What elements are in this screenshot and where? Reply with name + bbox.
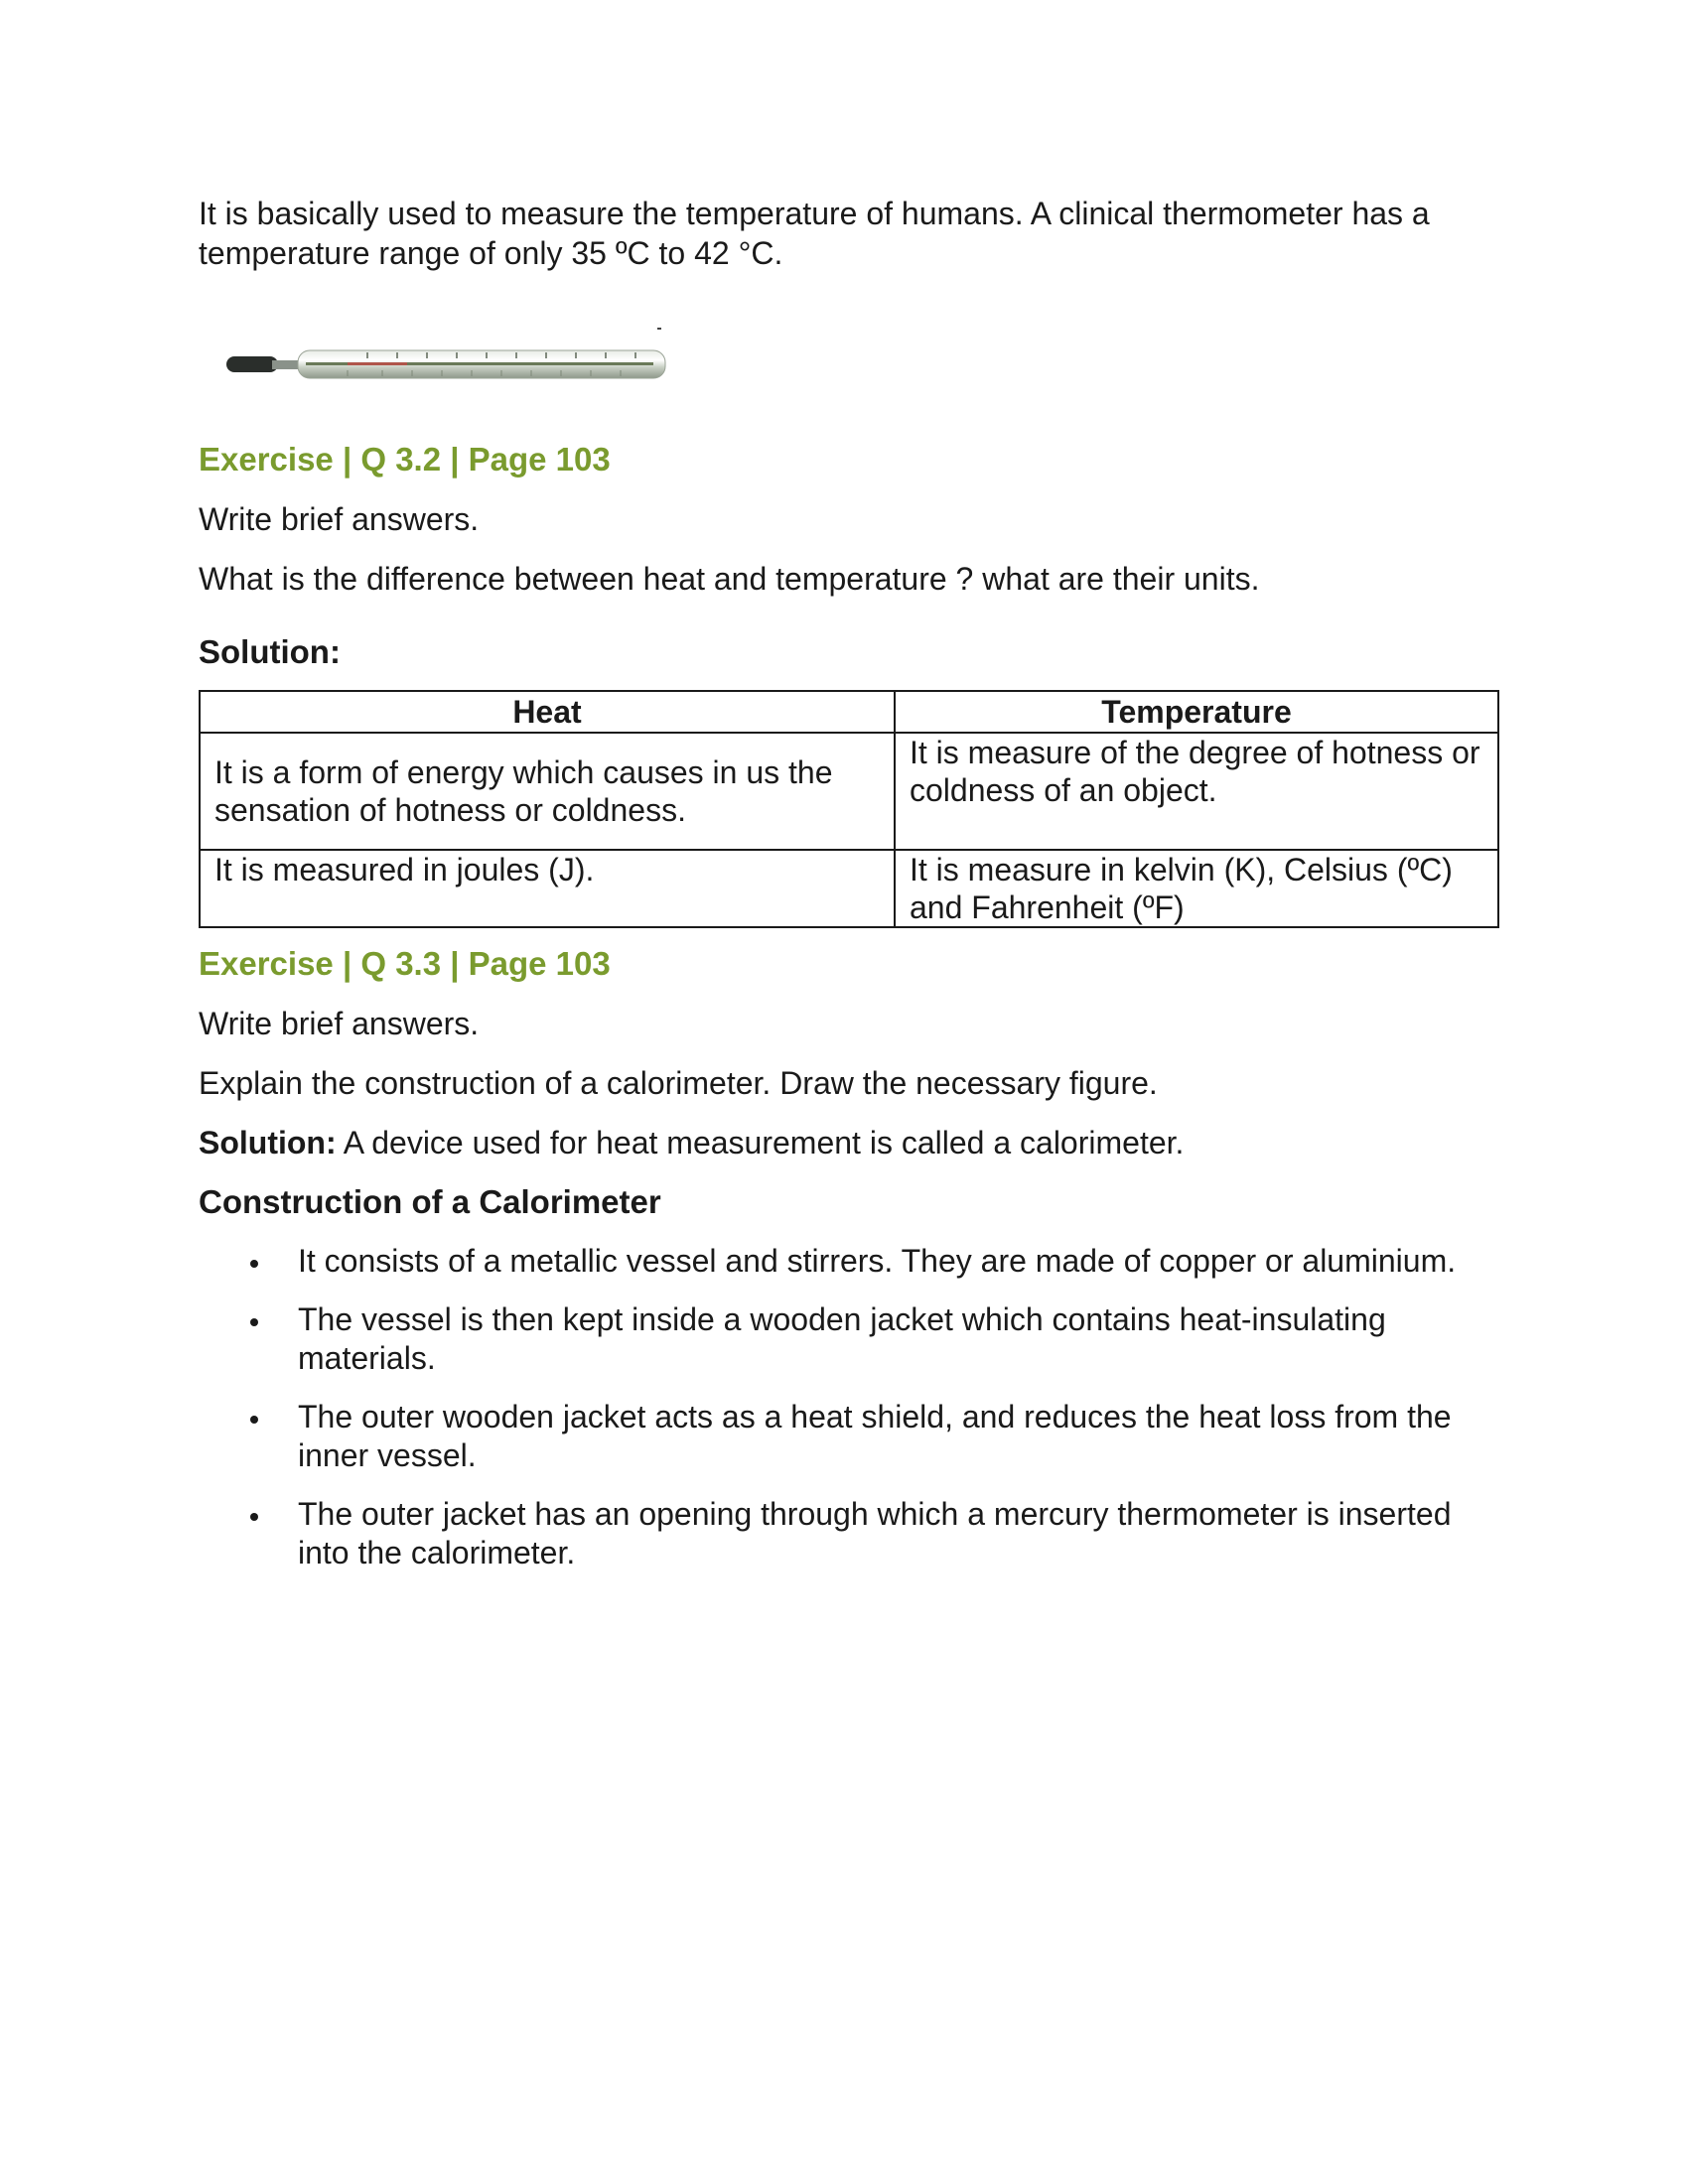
list-item [199,1242,1499,1281]
table-cell: It is measured in joules (J). [200,850,895,927]
solution-paragraph [199,1123,1499,1162]
prompt-text: Write brief answers. [199,1006,480,1041]
table-row [200,850,1498,927]
intro-paragraph: It is basically used to measure the temperature of humans. A clinical thermometer has a temperature range of only 35 ºC to 42 °C. [199,196,1430,271]
exercise-heading-q3-2: Exercise | Q 3.2 | Page 103 [199,441,611,478]
list-item-text: The outer jacket has an opening through which a mercury thermometer is inserted into the calorimeter. [298,1496,1452,1570]
exercise-heading-q3-3: Exercise | Q 3.3 | Page 103 [199,945,611,982]
question-text: What is the difference between heat and temperature ? what are their units. [199,561,1260,597]
prompt-text: Write brief answers. [199,501,480,537]
construction-heading: Construction of a Calorimeter [199,1183,661,1220]
list-item-text: It consists of a metallic vessel and stirrers. They are made of copper or aluminium. [298,1243,1457,1279]
bullet-icon [250,1513,258,1521]
document-page [199,194,1499,1592]
table-header-heat: Heat [200,691,895,733]
solution-label: Solution: [199,633,341,670]
bullet-icon [250,1416,258,1424]
solution-text: A device used for heat measurement is called a calorimeter. [336,1125,1185,1160]
table-cell: It is measure in kelvin (K), Celsius (ºC) and Fahrenheit (ºF) [895,850,1498,927]
list-item [199,1398,1499,1475]
bullet-icon [250,1260,258,1268]
clinical-thermometer-icon [199,323,675,402]
construction-list [199,1242,1499,1572]
question-text: Explain the construction of a calorimeter. Draw the necessary figure. [199,1065,1158,1101]
list-item [199,1300,1499,1378]
list-item-text: The vessel is then kept inside a wooden jacket which contains heat-insulating materials. [298,1301,1386,1376]
bullet-icon [250,1318,258,1326]
table-header-temperature: Temperature [895,691,1498,733]
thermometer-illustration [199,323,675,402]
heat-temperature-table [199,690,1499,928]
solution-label: Solution: [199,1125,337,1160]
table-cell: It is measure of the degree of hotness or coldness of an object. [895,733,1498,850]
table-cell: It is a form of energy which causes in us the sensation of hotness or coldness. [200,733,895,850]
list-item [199,1495,1499,1572]
table-row [200,733,1498,850]
list-item-text: The outer wooden jacket acts as a heat shield, and reduces the heat loss from the inner vessel. [298,1399,1452,1473]
table-header-row [200,691,1498,733]
